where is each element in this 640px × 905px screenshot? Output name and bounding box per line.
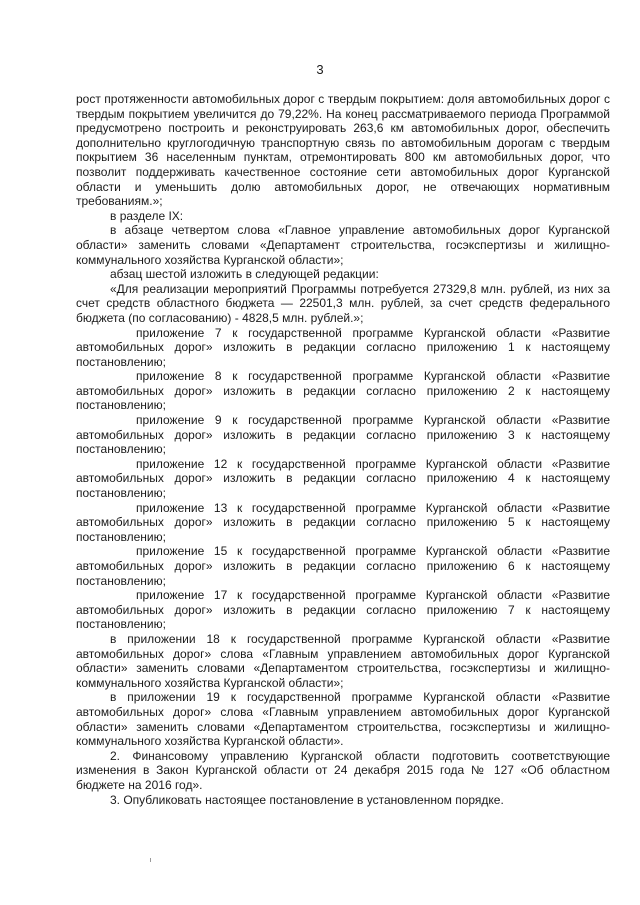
scan-mark bbox=[150, 858, 151, 862]
paragraph-abzac-4: в абзаце четвертом слова «Главное управление автомобильных дорог Курганской области» заменить словами «Департамент строительства, госэкспертизы и жилищно-коммунального хозяйства Курганской области»; bbox=[76, 223, 610, 267]
paragraph-appendix-13: приложение 13 к государственной программе Курганской области «Развитие автомобильных дорог» изложить в редакции согласно приложению 5 к настоящему постановлению; bbox=[76, 500, 610, 544]
paragraph-section-ix: в разделе IX: bbox=[110, 208, 184, 223]
paragraph-item-3: 3. Опубликовать настоящее постановление в установленном порядке. bbox=[110, 792, 504, 807]
paragraph-funding: «Для реализации мероприятий Программы потребуется 27329,8 млн. рублей, из них за счет средств областного бюджета — 22501,3 млн. рублей, за счет средств федерального бюджета (по согласованию) - 4828,5 млн. рублей.»; bbox=[76, 281, 610, 325]
document-body bbox=[76, 92, 610, 807]
paragraph-appendix-9: приложение 9 к государственной программе Курганской области «Развитие автомобильных дорог» изложить в редакции согласно приложению 3 к настоящему постановлению; bbox=[76, 413, 610, 457]
paragraph-abzac-6-intro: абзац шестой изложить в следующей редакции: bbox=[110, 267, 379, 282]
paragraph-appendix-12: приложение 12 к государственной программе Курганской области «Развитие автомобильных дорог» изложить в редакции согласно приложению 4 к настоящему постановлению; bbox=[76, 456, 610, 501]
paragraph-road-coverage: рост протяженности автомобильных дорог с твердым покрытием: доля автомобильных дорог с твердым покрытием увеличится до 79,22%. На конец рассматриваемого периода Программой предусмотрено построить и реконструировать 263,6 км автомобильных дорог, обеспечить дополнительно круглогодичную транспортную связь по автомобильным дорогам с твердым покрытием 36 населенным пунктам, отремонтировать 800 км автомобильных дорог, что позволит поддерживать качественное состояние сети автомобильных дорог Курганской области и уменьшить долю автомобильных дорог, не отвечающих нормативным требованиям.»; bbox=[76, 92, 610, 209]
page-number: 3 bbox=[316, 62, 324, 77]
paragraph-appendix-7: приложение 7 к государственной программе Курганской области «Развитие автомобильных дорог» изложить в редакции согласно приложению 1 к настоящему постановлению; bbox=[76, 325, 610, 369]
paragraph-item-2: 2. Финансовому управлению Курганской области подготовить соответствующие изменения в Закон Курганской области от 24 декабря 2015 года № 127 «Об областном бюджете на 2016 год». bbox=[76, 748, 610, 792]
paragraph-appendix-17: приложение 17 к государственной программе Курганской области «Развитие автомобильных дорог» изложить в редакции согласно приложению 7 к настоящему постановлению; bbox=[76, 588, 610, 632]
paragraph-appendix-19: в приложении 19 к государственной программе Курганской области «Развитие автомобильных дорог» слова «Главным управлением автомобильных дорог Курганской области» заменить словами «Департаментом строительства, госэкспертизы и жилищно-коммунального хозяйства Курганской области». bbox=[76, 690, 610, 749]
paragraph-appendix-15: приложение 15 к государственной программе Курганской области «Развитие автомобильных дорог» изложить в редакции согласно приложению 6 к настоящему постановлению; bbox=[76, 544, 610, 588]
paragraph-appendix-8: приложение 8 к государственной программе Курганской области «Развитие автомобильных дорог» изложить в редакции согласно приложению 2 к настоящему постановлению; bbox=[76, 369, 610, 413]
paragraph-appendix-18: в приложении 18 к государственной программе Курганской области «Развитие автомобильных дорог» слова «Главным управлением автомобильных дорог Курганской области» заменить словами «Департаментом строительства, госэкспертизы и жилищно-коммунального хозяйства Курганской области»; bbox=[76, 631, 610, 690]
